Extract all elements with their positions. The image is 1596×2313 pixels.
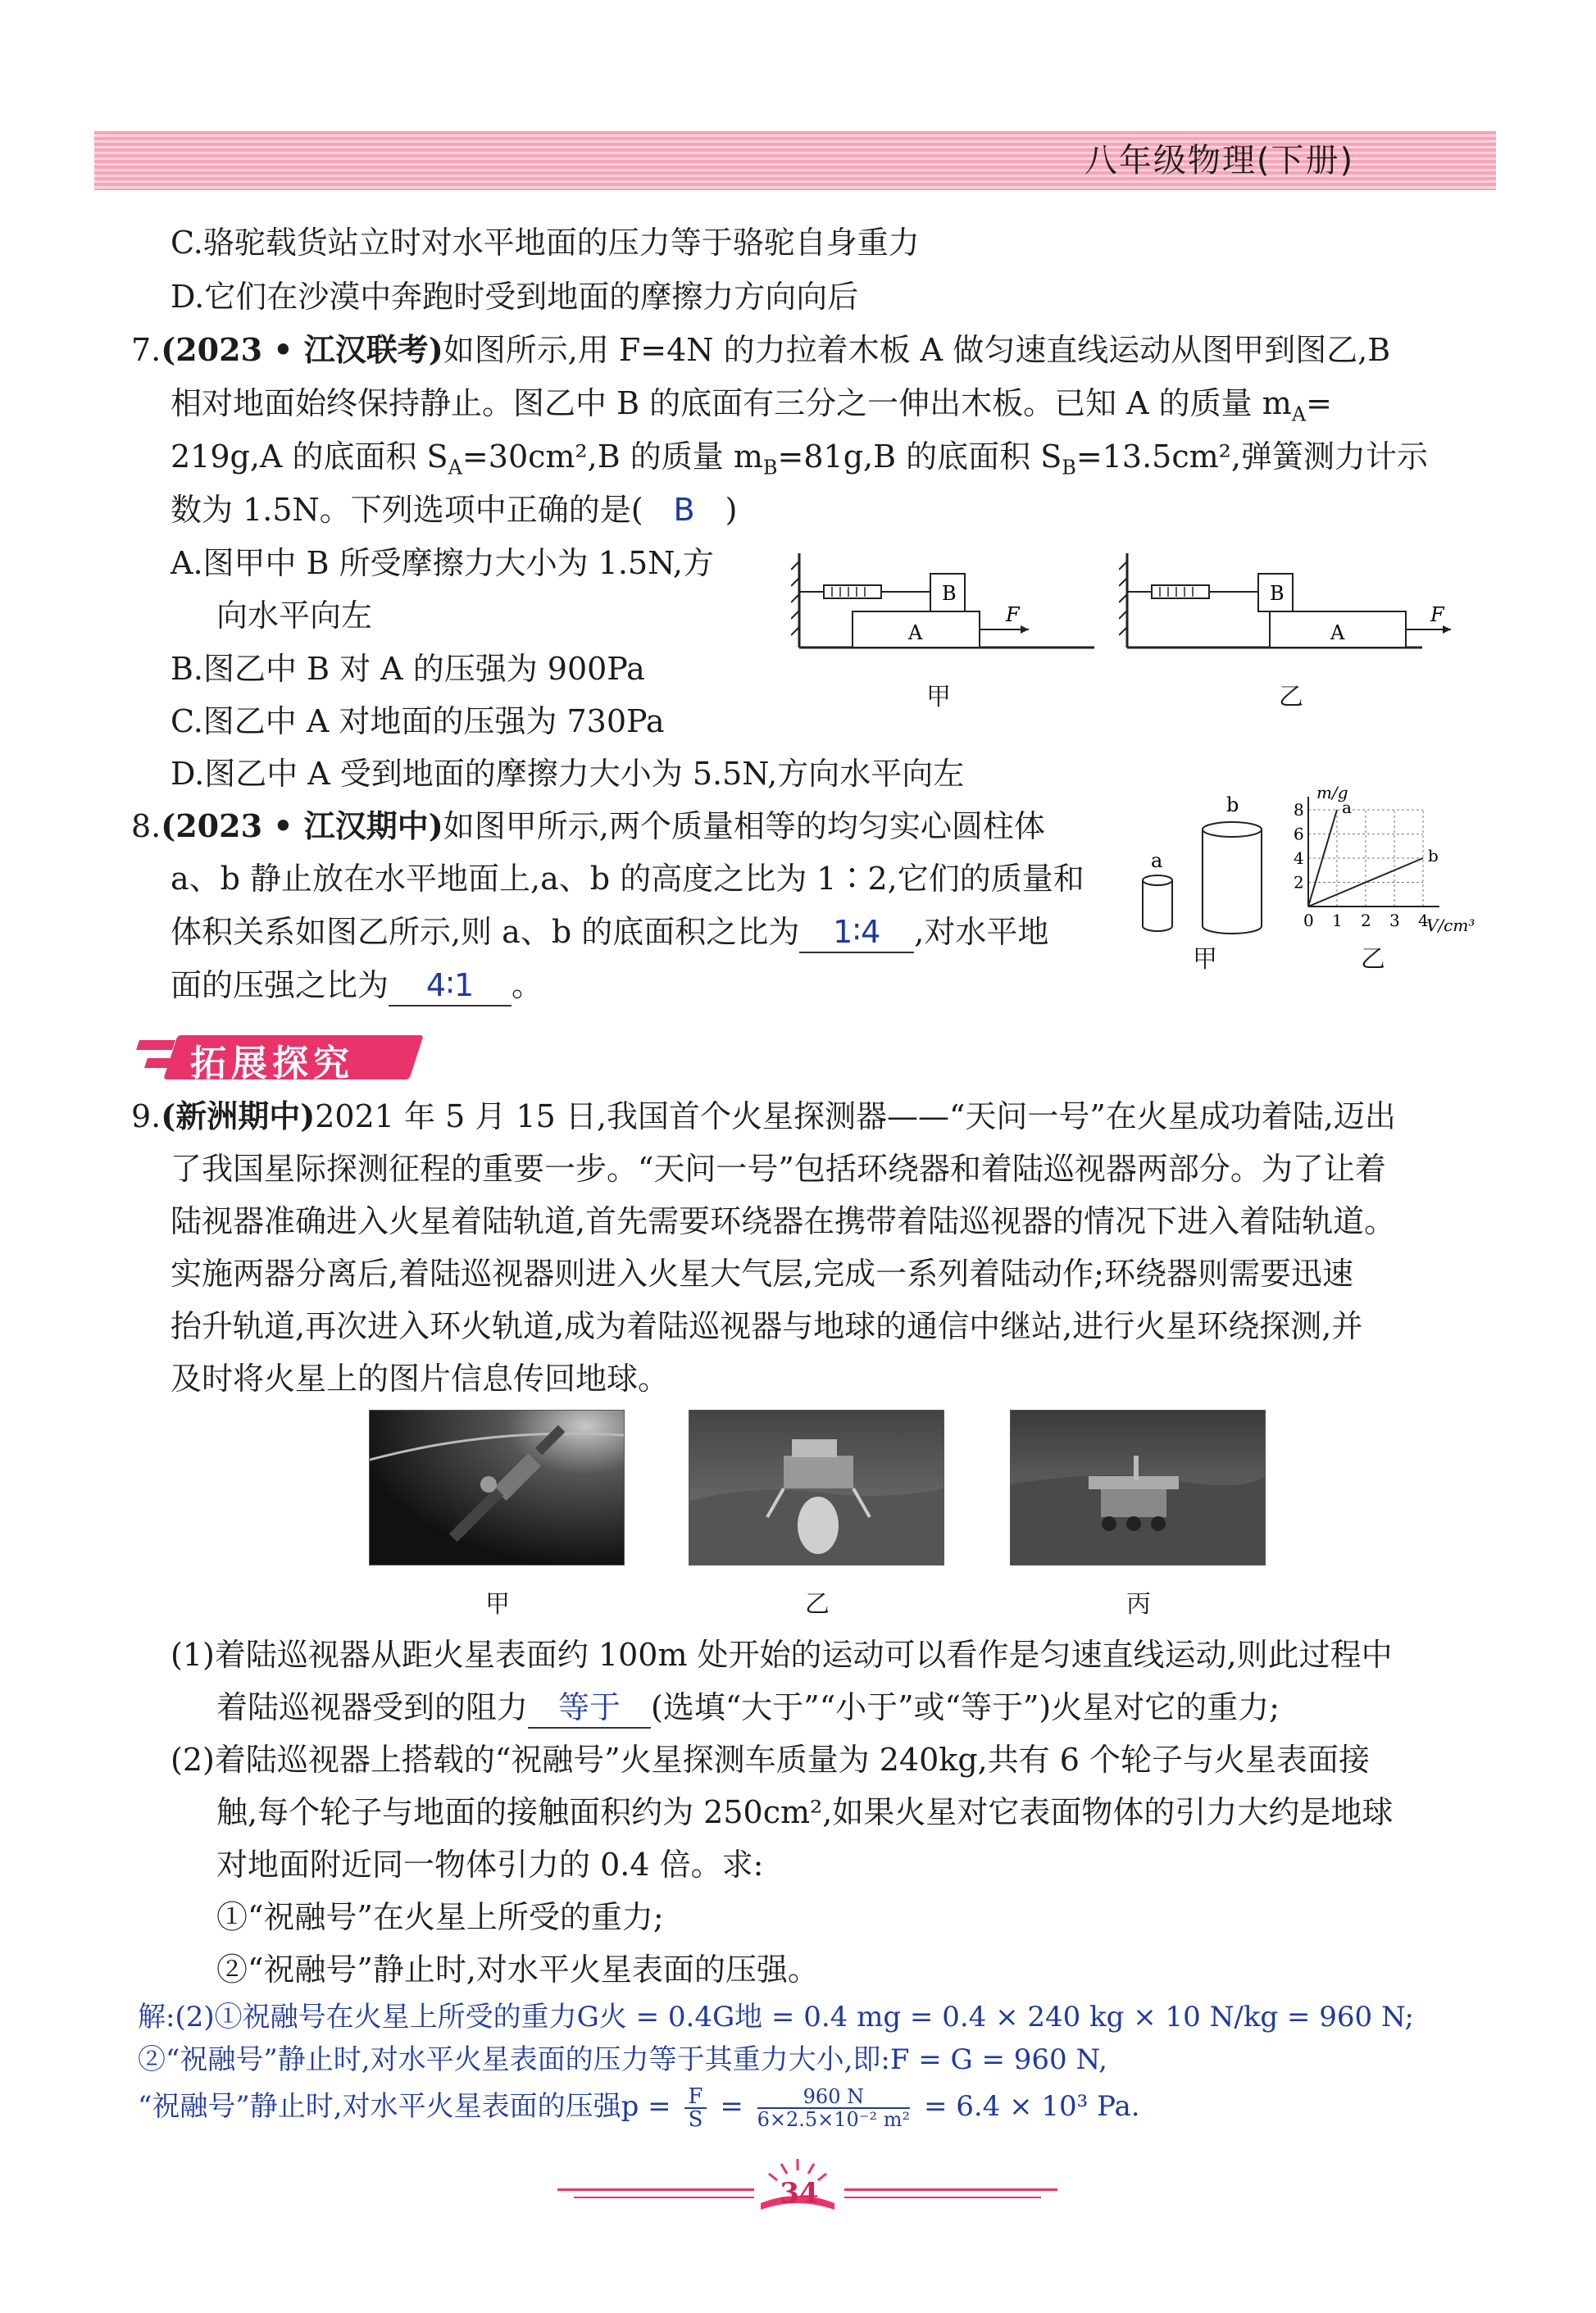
header-title: 八年级物理(下册) — [1084, 142, 1355, 179]
q9-part1-answer: 等于 — [528, 1688, 651, 1729]
q7-line3 — [171, 437, 1428, 488]
q7-text-3c: =81g,B 的底面积 S — [777, 439, 1062, 475]
q9-part1-text-end: (选填“大于”“小于”或“等于”)火星对它的重力; — [651, 1689, 1280, 1725]
q8-text-3b: ,对水平地 — [914, 914, 1049, 950]
chart-ytick-label: 2 — [1294, 872, 1304, 893]
q8-label-a: a — [1151, 849, 1163, 872]
solution-fraction-1 — [684, 2086, 706, 2130]
q7-line1 — [131, 330, 1390, 370]
q8-line3 — [171, 912, 1048, 953]
photo-orbiter — [369, 1410, 625, 1565]
page-number: 34 — [780, 2177, 819, 2210]
section-title: 拓展探究 — [190, 1043, 354, 1084]
photo-rover — [1010, 1410, 1266, 1565]
q7-option-b: B.图乙中 B 对 A 的压强为 900Pa — [171, 651, 645, 687]
q8-number: 8. — [131, 808, 161, 844]
q7-jia-label-a: A — [908, 621, 923, 644]
q7-text-2: 相对地面始终保持静止。图乙中 B 的底面有三分之一伸出木板。已知 A 的质量 m — [171, 385, 1292, 421]
q7-text-3a: 219g,A 的底面积 S — [171, 439, 448, 475]
solution-fraction-1-den: S — [688, 2107, 703, 2132]
section-tag-bar-1 — [136, 1040, 175, 1050]
q7-option-c: C.图乙中 A 对地面的压强为 730Pa — [171, 703, 665, 739]
footer-rule-left — [557, 2188, 754, 2191]
q7-text-3b: =30cm²,B 的质量 m — [462, 439, 763, 475]
q9-line3: 陆视器准确进入火星着陆轨道,首先需要环绕器在携带着陆巡视器的情况下进入着陆轨道。 — [171, 1203, 1396, 1239]
q7-eq: = — [1306, 385, 1332, 421]
chart-ytick-label: 6 — [1294, 824, 1304, 844]
photo-caption-bing: 丙 — [1126, 1590, 1151, 1619]
q7-yi-label-a: A — [1330, 621, 1345, 644]
solution-fraction-1-num: F — [684, 2086, 706, 2109]
q7-caption-yi: 乙 — [1279, 683, 1303, 711]
q9-part2-line2: 触,每个轮子与地面的接触面积约为 250cm²,如果火星对它表面物体的引力大约是地球 — [216, 1794, 1394, 1830]
q7-sub-mb: B — [762, 456, 778, 479]
q8-label-b: b — [1226, 795, 1239, 816]
solution-text-3a: “祝融号”静止时,对水平火星表面的压强p = — [138, 2090, 671, 2123]
solution-line2: ②“祝融号”静止时,对水平火星表面的压力等于其重力大小,即:F = G = 960 N, — [138, 2043, 1107, 2076]
footer-rule-right — [844, 2188, 1057, 2191]
solution-fraction-2 — [757, 2086, 911, 2130]
solution-line3 — [138, 2086, 1140, 2130]
chart-series-label-b: b — [1428, 846, 1439, 866]
q8-caption-jia: 甲 — [1193, 945, 1217, 974]
q8-line4 — [171, 966, 543, 1007]
q8-chart-xlabel: V/cm³ — [1426, 916, 1476, 935]
q7-option-a1: A.图甲中 B 所受摩擦力大小为 1.5N,方 — [171, 545, 715, 581]
q9-part2-line3: 对地面附近同一物体引力的 0.4 倍。求: — [216, 1847, 764, 1883]
q6-option-d: D.它们在沙漠中奔跑时受到地面的摩擦力方向向后 — [171, 279, 859, 315]
photo-lander-descent — [689, 1410, 944, 1565]
q7-source: (2023 • 江汉联考) — [161, 331, 443, 368]
q7-sub-a: A — [1291, 402, 1307, 426]
q8-line1 — [131, 807, 1045, 846]
q8-line2: a、b 静止放在水平地面上,a、b 的高度之比为 1∶2,它们的质量和 — [171, 861, 1084, 897]
q9-source: (新洲期中) — [161, 1097, 316, 1134]
footer-rule-left-2 — [574, 2197, 754, 2198]
q9-number: 9. — [131, 1098, 161, 1134]
q8-chart-ylabel: m/g — [1316, 785, 1348, 802]
q7-figure-jia — [791, 549, 1103, 656]
photo-caption-jia: 甲 — [485, 1590, 510, 1619]
chart-series-label-a: a — [1342, 798, 1352, 817]
q9-line2: 了我国星际探测征程的重要一步。“天问一号”包括环绕器和着陆巡视器两部分。为了让着 — [171, 1151, 1386, 1187]
chart-xtick-label: 2 — [1361, 911, 1371, 930]
q7-jia-label-f: F — [1006, 603, 1020, 626]
q9-text-1: 2021 年 5 月 15 日,我国首个火星探测器——“天问一号”在火星成功着陆,迈出 — [315, 1098, 1396, 1134]
q8-answer-area-ratio: 1∶4 — [799, 912, 914, 953]
q9-part1-line1: (1)着陆巡视器从距火星表面约 100m 处开始的运动可以看作是匀速直线运动,则此过程中 — [171, 1637, 1393, 1673]
q7-text-3d: =13.5cm²,弹簧测力计示 — [1075, 439, 1428, 475]
q9-line1 — [131, 1097, 1396, 1136]
q7-text-1: 如图所示,用 F=4N 的力拉着木板 A 做匀速直线运动从图甲到图乙,B — [443, 332, 1391, 368]
q8-figure-jia — [1139, 795, 1287, 959]
q9-part2-line1: (2)着陆巡视器上搭载的“祝融号”火星探测车质量为 240kg,共有 6 个轮子与火星表面接 — [171, 1742, 1371, 1778]
q8-source: (2023 • 江汉期中) — [161, 807, 443, 844]
q7-text-4-end: ) — [725, 492, 738, 528]
q9-part1-text: 着陆巡视器受到的阻力 — [216, 1689, 529, 1725]
solution-text-3b: = 6.4 × 10³ Pa. — [923, 2090, 1140, 2123]
q7-text-4: 数为 1.5N。下列选项中正确的是( — [171, 492, 643, 528]
q7-sub-sb: B — [1062, 456, 1076, 479]
solution-eq: = — [720, 2090, 743, 2123]
q8-text-1: 如图甲所示,两个质量相等的均匀实心圆柱体 — [443, 808, 1045, 844]
q7-line2 — [171, 384, 1332, 434]
chart-xtick-label: 3 — [1389, 911, 1400, 930]
chart-xtick-label: 1 — [1332, 911, 1343, 930]
solution-fraction-2-den: 6×2.5×10⁻² m² — [757, 2108, 911, 2131]
q7-line4 — [171, 490, 737, 529]
q7-option-d: D.图乙中 A 受到地面的摩擦力大小为 5.5N,方向水平向左 — [171, 756, 965, 792]
q7-answer: B — [673, 492, 695, 528]
chart-ytick-label: 8 — [1294, 800, 1304, 820]
q9-line4: 实施两器分离后,着陆巡视器则进入火星大气层,完成一系列着陆动作;环绕器则需要迅速 — [171, 1256, 1353, 1292]
section-tag — [138, 1029, 416, 1084]
q7-jia-label-b: B — [942, 582, 957, 605]
q7-caption-jia: 甲 — [926, 683, 951, 711]
q7-sub-sa: A — [448, 456, 462, 479]
q7-figure-yi — [1119, 549, 1463, 656]
photo-caption-yi: 乙 — [805, 1590, 830, 1619]
q9-part1-line2 — [216, 1688, 1280, 1729]
q9-part2-sub2: ②“祝融号”静止时,对水平火星表面的压强。 — [216, 1952, 819, 1988]
q7-yi-label-b: B — [1270, 582, 1285, 605]
q7-number: 7. — [131, 332, 161, 368]
chart-xtick-label: 4 — [1418, 911, 1429, 930]
solution-fraction-2-num: 960 N — [757, 2086, 911, 2109]
chart-series-a — [1308, 810, 1337, 907]
chart-xtick-label: 0 — [1303, 911, 1314, 930]
chart-ytick-label: 4 — [1294, 848, 1304, 868]
q9-part2-sub1: ①“祝融号”在火星上所受的重力; — [216, 1899, 664, 1935]
q9-line5: 抬升轨道,再次进入环火轨道,成为着陆巡视器与地球的通信中继站,进行火星环绕探测,并 — [171, 1308, 1363, 1344]
q7-option-a2: 向水平向左 — [216, 598, 373, 634]
q8-caption-yi: 乙 — [1361, 945, 1385, 974]
q8-answer-pressure-ratio: 4∶1 — [389, 966, 512, 1007]
q8-text-4b: 。 — [512, 967, 543, 1003]
q8-chart — [1287, 785, 1476, 949]
solution-line1: 解:(2)①祝融号在火星上所受的重力G火 = 0.4G地 = 0.4 mg = 0.4 × 240 kg × 10 N/kg = 960 N; — [138, 2001, 1414, 2034]
q9-line6: 及时将火星上的图片信息传回地球。 — [171, 1361, 670, 1397]
q8-text-3a: 体积关系如图乙所示,则 a、b 的底面积之比为 — [171, 914, 800, 950]
footer-rule-right-2 — [844, 2197, 1041, 2198]
q8-text-4a: 面的压强之比为 — [171, 967, 389, 1003]
q7-yi-label-f: F — [1430, 603, 1444, 626]
q6-option-c: C.骆驼载货站立时对水平地面的压力等于骆驼自身重力 — [171, 225, 920, 261]
